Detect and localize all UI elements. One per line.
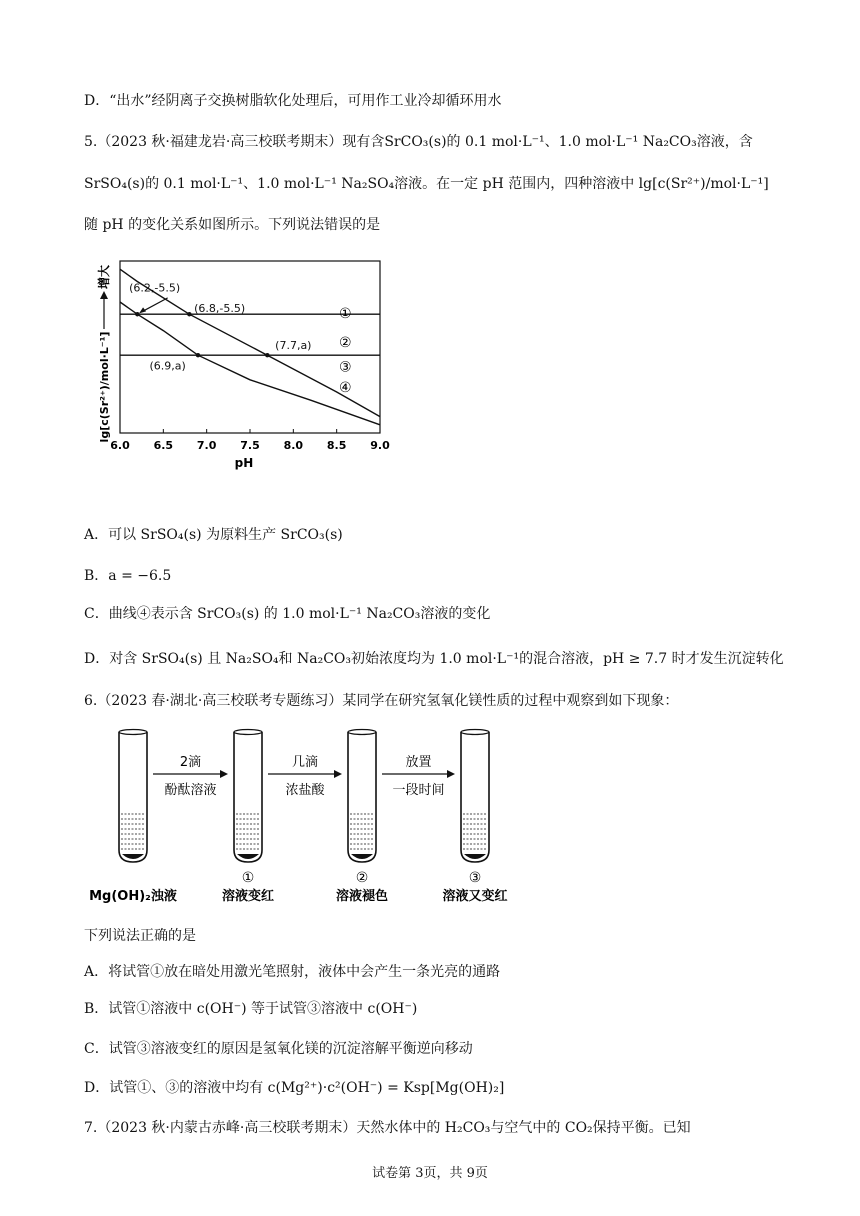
test-tube-2 — [348, 732, 376, 862]
test-tube-3 — [461, 732, 489, 862]
tube-label: 溶液变红 — [221, 889, 275, 904]
step-label-bottom: 浓盐酸 — [285, 783, 325, 798]
sr-ph-chart — [84, 253, 404, 498]
x-tick-label: 6.5 — [153, 439, 174, 452]
step-arrow-head — [447, 770, 455, 778]
point-annotation-4: (6.9,a) — [149, 359, 186, 373]
step-label-bottom: 酚酞溶液 — [164, 783, 217, 798]
test-tube-rim — [119, 730, 147, 735]
q7-stem-line1: 7.（2023 秋·内蒙古赤峰·高三校联考期末）天然水体中的 H₂CO₃与空气中的 CO₂保持平衡。已知 — [84, 1120, 691, 1136]
x-tick-label: 8.5 — [326, 439, 347, 452]
annotation-arrow — [143, 298, 167, 311]
step-label-top: 放置 — [405, 755, 432, 770]
tube-number: ② — [355, 870, 369, 886]
x-tick-label: 9.0 — [370, 439, 390, 452]
data-point-2 — [187, 312, 191, 316]
test-tube-0 — [119, 732, 147, 862]
tube-label: 溶液褪色 — [335, 889, 389, 904]
data-point-3 — [265, 353, 269, 357]
q5-option-b: B．a = −6.5 — [84, 568, 172, 584]
q5-option-a: A．可以 SrSO₄(s) 为原料生产 SrCO₃(s) — [84, 527, 343, 543]
step-arrow-head — [334, 770, 342, 778]
step-label-top: 2滴 — [179, 755, 202, 770]
tube-label: 溶液又变红 — [442, 889, 508, 904]
point-annotation-3: (7.7,a) — [275, 339, 312, 353]
x-tick-label: 6.0 — [110, 439, 130, 452]
q6-option-b: B．试管①溶液中 c(OH⁻) 等于试管③溶液中 c(OH⁻) — [84, 1001, 418, 1017]
x-axis-label: pH — [234, 456, 254, 470]
x-tick-label: 8.0 — [283, 439, 304, 452]
page-footer: 试卷第 3页，共 9页 — [372, 1166, 488, 1181]
series-label-2: ② — [339, 334, 352, 351]
data-point-4 — [196, 353, 200, 357]
y-arrow-head — [100, 291, 108, 299]
tube-number: ③ — [468, 870, 482, 886]
precipitate — [351, 854, 373, 859]
series-label-3: ③ — [339, 359, 352, 376]
step-label-bottom: 一段时间 — [392, 783, 445, 798]
q5-stem-line2: SrSO₄(s)的 0.1 mol·L⁻¹、1.0 mol·L⁻¹ Na₂SO₄溶液。在一定 pH 范围内，四种溶液中 lg[c(Sr²⁺)/mol·L⁻¹] — [84, 176, 769, 192]
test-tube-rim — [348, 730, 376, 735]
data-point-1 — [135, 312, 139, 316]
test-tube-diagram — [84, 722, 524, 912]
test-tube-rim — [461, 730, 489, 735]
precipitate — [122, 854, 144, 859]
q5-stem-line1: 5.（2023 秋·福建龙岩·高三校联考期末）现有含SrCO₃(s)的 0.1 mol·L⁻¹、1.0 mol·L⁻¹ Na₂CO₃溶液，含 — [84, 134, 753, 150]
tube-label: Mg(OH)₂浊液 — [89, 889, 177, 904]
point-annotation-2: (6.8,-5.5) — [194, 302, 246, 316]
q5-stem-line3: 随 pH 的变化关系如图所示。下列说法错误的是 — [84, 217, 381, 233]
x-tick-label: 7.0 — [196, 439, 217, 452]
precipitate — [237, 854, 259, 859]
x-tick-label: 7.5 — [240, 439, 260, 452]
annotation-arrow-head — [139, 307, 146, 313]
y-axis-label: lg[c(Sr²⁺)/mol·L⁻¹] — [98, 331, 111, 443]
q6-option-d: D．试管①、③的溶液中均有 c(Mg²⁺)·c²(OH⁻) = Ksp[Mg(OH)₂] — [84, 1080, 505, 1096]
precipitate — [464, 854, 486, 859]
test-tube-1 — [234, 732, 262, 862]
q5-option-d: D．对含 SrSO₄(s) 且 Na₂SO₄和 Na₂CO₃初始浓度均为 1.0 mol·L⁻¹的混合溶液，pH ≥ 7.7 时才发生沉淀转化 — [84, 651, 784, 667]
test-tube-rim — [234, 730, 262, 735]
q4-option-d: D．“出水”经阴离子交换树脂软化处理后，可用作工业冷却循环用水 — [84, 93, 502, 109]
point-annotation-1: (6.2,-5.5) — [129, 281, 181, 295]
series-label-4: ④ — [339, 379, 352, 396]
step-label-top: 几滴 — [291, 755, 319, 770]
y-arrow-label: 增大 — [97, 264, 111, 290]
q6-option-c: C．试管③溶液变红的原因是氢氧化镁的沉淀溶解平衡逆向移动 — [84, 1041, 473, 1057]
q5-option-c: C．曲线④表示含 SrCO₃(s) 的 1.0 mol·L⁻¹ Na₂CO₃溶液的变化 — [84, 606, 491, 622]
q6-option-a: A．将试管①放在暗处用激光笔照射，液体中会产生一条光亮的通路 — [84, 964, 501, 980]
series-label-1: ① — [339, 306, 352, 323]
q6-stem-line1: 6.（2023 春·湖北·高三校联考专题练习）某同学在研究氢氧化镁性质的过程中观察到如下现象： — [84, 693, 679, 709]
tube-number: ① — [241, 870, 255, 886]
q6-prompt: 下列说法正确的是 — [84, 928, 196, 944]
step-arrow-head — [220, 770, 228, 778]
